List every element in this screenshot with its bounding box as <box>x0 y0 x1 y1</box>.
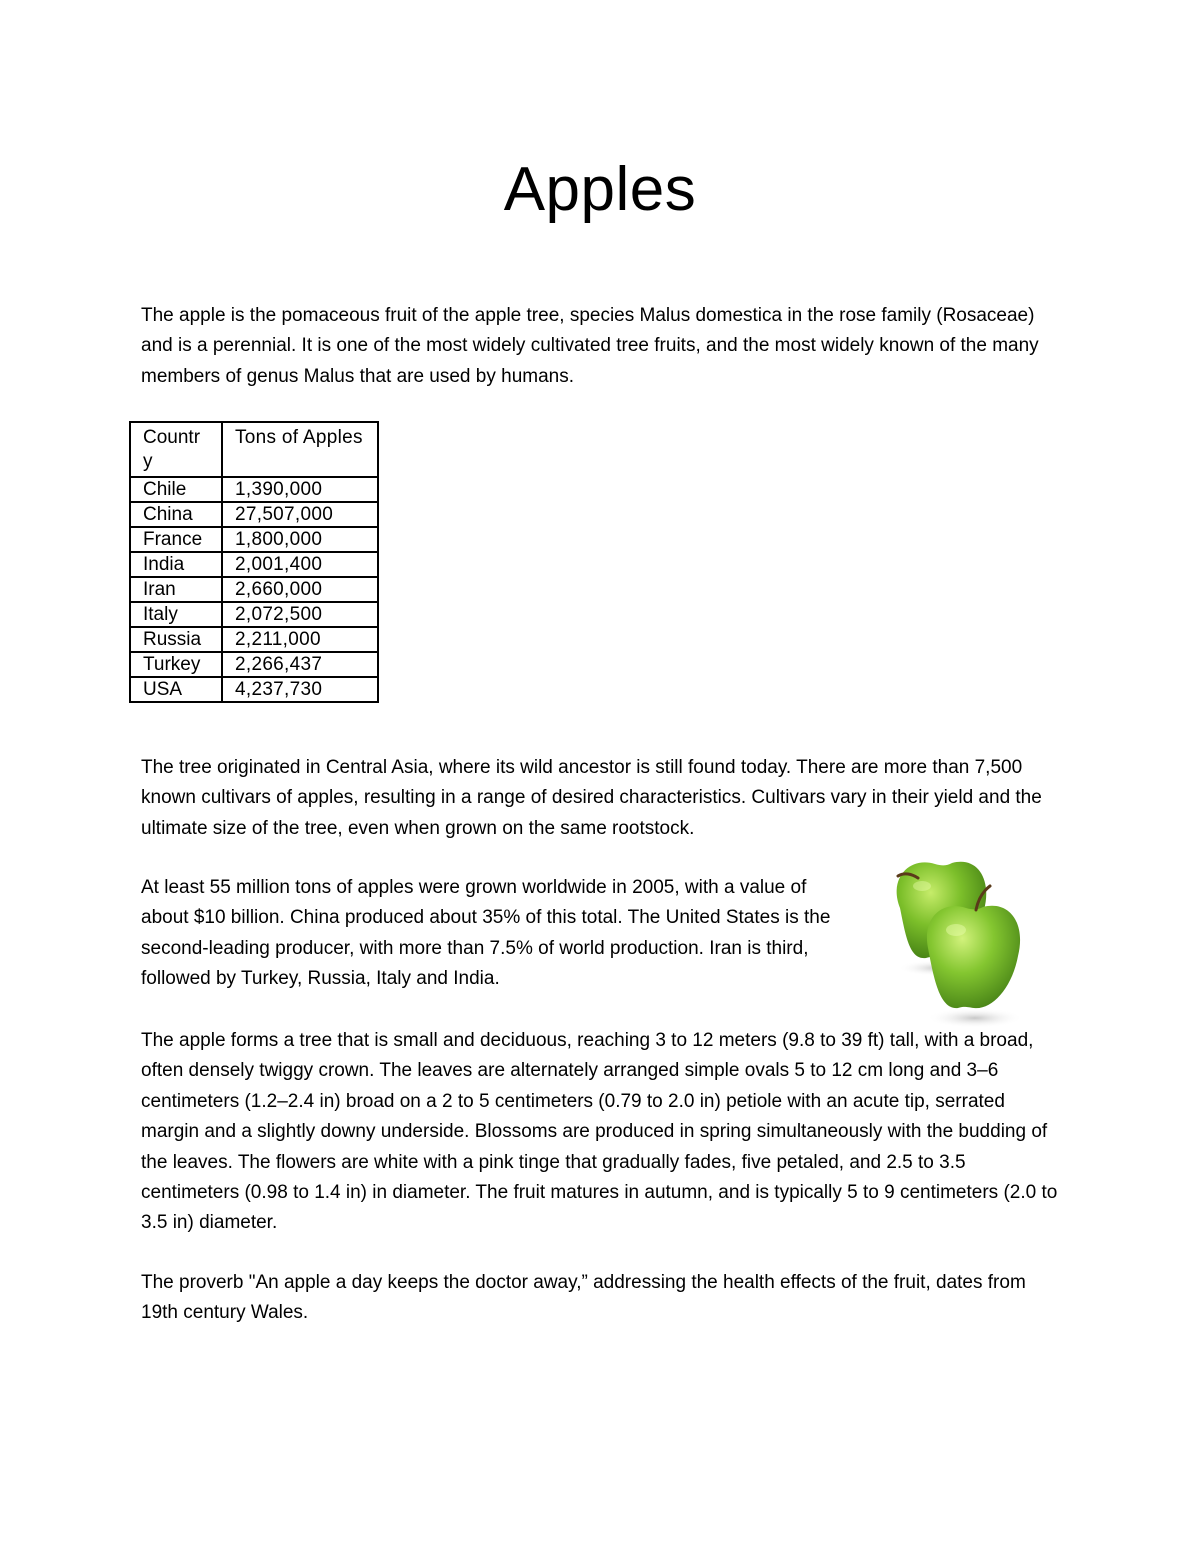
country-cell: Turkey <box>130 652 222 677</box>
table-row <box>130 602 378 627</box>
tons-cell: 1,390,000 <box>222 477 378 502</box>
country-cell: China <box>130 502 222 527</box>
country-cell: USA <box>130 677 222 702</box>
table-row <box>130 577 378 602</box>
country-cell: Iran <box>130 577 222 602</box>
table-row <box>130 527 378 552</box>
tons-cell: 2,072,500 <box>222 602 378 627</box>
table-row <box>130 652 378 677</box>
tons-cell: 2,660,000 <box>222 577 378 602</box>
green-apples-image <box>880 848 1030 1030</box>
tons-cell: 2,266,437 <box>222 652 378 677</box>
table-row <box>130 477 378 502</box>
header-tons: Tons of Apples <box>222 422 378 477</box>
country-cell: Chile <box>130 477 222 502</box>
table-header-row <box>130 422 378 477</box>
country-cell: Russia <box>130 627 222 652</box>
country-cell: Italy <box>130 602 222 627</box>
tons-cell: 2,001,400 <box>222 552 378 577</box>
table-row <box>130 552 378 577</box>
tons-cell: 4,237,730 <box>222 677 378 702</box>
tons-cell: 2,211,000 <box>222 627 378 652</box>
table-row <box>130 627 378 652</box>
table-row <box>130 502 378 527</box>
apple-production-table <box>129 421 379 703</box>
country-cell: India <box>130 552 222 577</box>
tree-description-paragraph: The apple forms a tree that is small and deciduous, reaching 3 to 12 meters (9.8 to 39 ft) tall, with a broad, often densely twiggy crown. The leaves are alternately arranged simple ovals 5 to 12 cm long and 3–6 centimeters (1.2–2.4 in) broad on a 2 to 5 centimeters (0.79 to 2.0 in) petiole with an acute tip, serrated margin and a slightly downy underside. Blossoms are produced in spring simultaneously with the budding of the leaves. The flowers are white with a pink tinge that gradually fades, five petaled, and 2.5 to 3.5 centimeters (0.98 to 1.4 in) in diameter. The fruit matures in autumn, and is typically 5 to 9 centimeters (2.0 to 3.5 in) diameter. <box>141 1030 1058 1234</box>
tons-cell: 27,507,000 <box>222 502 378 527</box>
header-country: Country <box>130 422 222 477</box>
proverb-paragraph: The proverb "An apple a day keeps the doctor away,” addressing the health effects of the fruit, dates from 19th century Wales. <box>141 1272 1026 1324</box>
table-row <box>130 677 378 702</box>
page-title: Apples <box>503 155 697 224</box>
intro-paragraph: The apple is the pomaceous fruit of the apple tree, species Malus domestica in the rose family (Rosaceae) and is a perennial. It is one of the most widely cultivated tree fruits, and the most widely known of the many members of genus Malus that are used by humans. <box>141 305 1039 387</box>
tons-cell: 1,800,000 <box>222 527 378 552</box>
production-paragraph: At least 55 million tons of apples were grown worldwide in 2005, with a value of about $10 billion. China produced about 35% of this total. The United States is the second-leading producer, with more than 7.5% of world production. Iran is third, followed by Turkey, Russia, Italy and India. <box>141 877 831 990</box>
origin-paragraph: The tree originated in Central Asia, where its wild ancestor is still found today. There are more than 7,500 known cultivars of apples, resulting in a range of desired characteristics. Cultivars vary in their yield and the ultimate size of the tree, even when grown on the same rootstock. <box>141 757 1042 839</box>
country-cell: France <box>130 527 222 552</box>
